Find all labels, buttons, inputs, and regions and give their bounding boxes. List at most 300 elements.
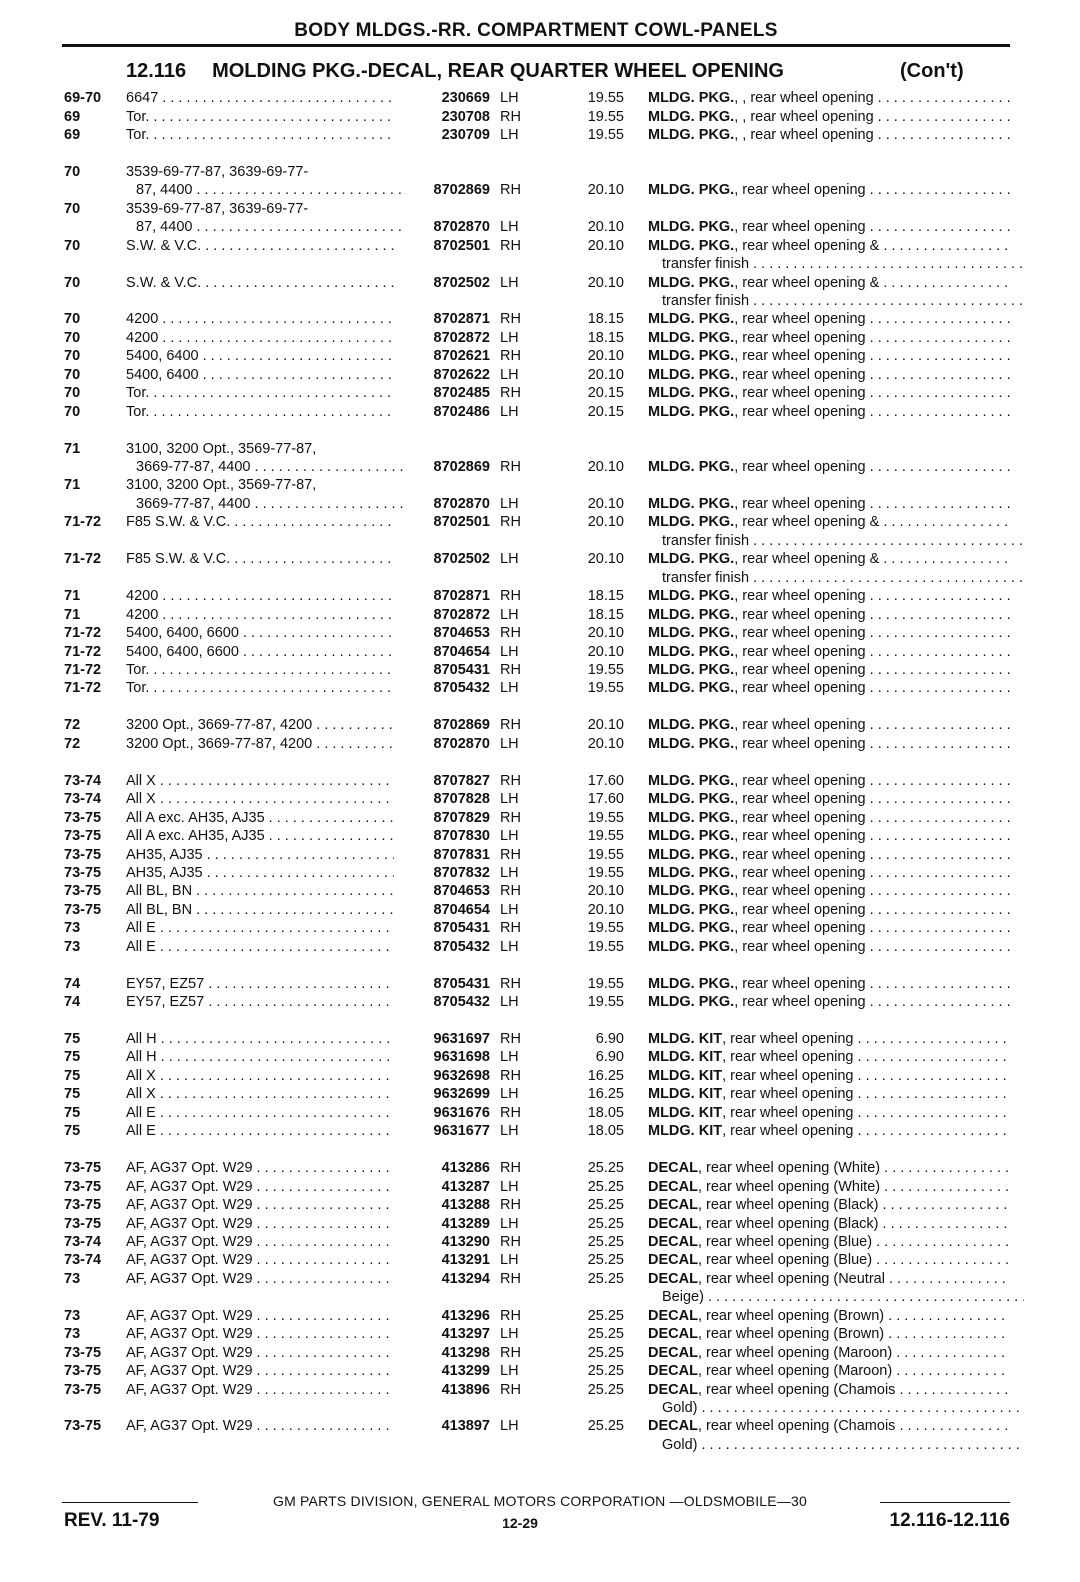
part-number: 8702870	[433, 219, 490, 236]
list-price: 20.15	[587, 385, 624, 402]
model-year: 70	[64, 200, 81, 217]
part-type: MLDG. KIT	[648, 1104, 723, 1121]
part-description: MLDG. PKG., rear wheel opening . . .	[648, 882, 1010, 900]
section-continued: (Con't)	[900, 60, 964, 82]
part-type: MLDG. PKG.	[648, 625, 735, 641]
part-type: MLDG. PKG.	[648, 182, 735, 199]
model-description: 3669-77-87, 4400 . . .	[126, 458, 404, 476]
part-number: 8702869	[433, 459, 490, 475]
model-year: 70	[64, 403, 81, 420]
part-number: 413286	[441, 1160, 490, 1177]
page-number: 12-29	[502, 1515, 538, 1531]
model-description: 3539-69-77-87, 3639-69-77-	[126, 200, 309, 217]
model-year: 73-74	[64, 1233, 102, 1250]
model-description: All E . . .	[126, 919, 394, 937]
list-price: 25.25	[587, 1178, 624, 1195]
model-year: 71	[64, 588, 81, 605]
model-year: 70	[64, 311, 81, 328]
model-year: 73-75	[64, 1160, 102, 1177]
part-description: Gold) . . .	[648, 1399, 1024, 1417]
side-code: RH	[500, 588, 521, 605]
part-type: MLDG. PKG.	[648, 643, 735, 660]
part-description: Beige) . . .	[648, 1288, 1024, 1306]
part-type: MLDG. PKG.	[648, 994, 735, 1011]
part-type: MLDG. PKG.	[648, 846, 735, 863]
part-type: MLDG. PKG.	[648, 514, 735, 531]
part-description: MLDG. PKG., rear wheel opening & . . .	[648, 237, 1010, 255]
model-description: 5400, 6400 . . .	[126, 347, 394, 365]
model-description: All X . . .	[126, 1085, 394, 1103]
side-code: LH	[500, 643, 519, 660]
part-description: MLDG. PKG., rear wheel opening . . .	[648, 827, 1010, 845]
part-description: MLDG. PKG., rear wheel opening . . .	[648, 864, 1010, 882]
side-code: RH	[500, 883, 521, 900]
model-description: Tor. . . .	[126, 403, 394, 421]
model-description: AF, AG37 Opt. W29 . . .	[126, 1270, 394, 1288]
list-price: 20.10	[587, 735, 624, 752]
side-code: RH	[500, 809, 521, 826]
list-price: 19.55	[587, 846, 624, 863]
model-year: 73-75	[64, 1418, 102, 1435]
model-year: 73-75	[64, 901, 102, 918]
model-year: 73-75	[64, 1344, 102, 1361]
part-type: MLDG. PKG.	[648, 495, 735, 512]
section-title: MOLDING PKG.-DECAL, REAR QUARTER WHEEL OPENING	[212, 60, 784, 82]
part-type: MLDG. PKG.	[648, 348, 735, 365]
list-price: 25.25	[587, 1197, 624, 1213]
list-price: 25.25	[587, 1233, 624, 1250]
part-description: MLDG. PKG., rear wheel opening & . . .	[648, 274, 1010, 292]
list-price: 19.55	[587, 828, 624, 844]
model-description: 3200 Opt., 3669-77-87, 4200 . . .	[126, 735, 394, 753]
model-description: Tor. . . .	[126, 661, 394, 679]
list-price: 19.55	[587, 809, 624, 826]
side-code: LH	[500, 366, 519, 383]
model-description: All E . . .	[126, 1122, 394, 1140]
model-year: 73	[64, 938, 81, 955]
model-year: 73-75	[64, 828, 102, 844]
part-number: 413287	[441, 1178, 490, 1195]
part-description: MLDG. PKG., rear wheel opening . . .	[648, 218, 1010, 236]
part-description: MLDG. PKG., rear wheel opening . . .	[648, 587, 1010, 605]
list-price: 19.55	[587, 920, 624, 937]
model-description: Tor. . . .	[126, 679, 394, 697]
list-price: 18.15	[587, 329, 624, 346]
side-code: RH	[500, 625, 521, 641]
part-description: MLDG. KIT, rear wheel opening . . .	[648, 1030, 1010, 1048]
list-price: 25.25	[587, 1215, 624, 1232]
part-number: 8705432	[433, 994, 490, 1011]
part-description: MLDG. PKG., rear wheel opening . . .	[648, 606, 1010, 624]
side-code: RH	[500, 662, 521, 678]
list-price: 19.55	[587, 126, 624, 143]
side-code: LH	[500, 90, 519, 106]
side-code: LH	[500, 1178, 519, 1195]
part-number: 8705432	[433, 680, 490, 697]
part-description: MLDG. KIT, rear wheel opening . . .	[648, 1085, 1010, 1103]
part-description: DECAL, rear wheel opening (Brown) . . .	[648, 1307, 1010, 1325]
part-type: DECAL	[648, 1233, 698, 1250]
model-description: 3200 Opt., 3669-77-87, 4200 . . .	[126, 716, 394, 734]
part-number: 8707831	[433, 846, 490, 863]
part-type: MLDG. KIT	[648, 1086, 723, 1103]
list-price: 18.05	[587, 1104, 624, 1121]
model-description: S.W. & V.C. . . .	[126, 237, 394, 255]
model-description: 3100, 3200 Opt., 3569-77-87,	[126, 477, 317, 494]
side-code: RH	[500, 1344, 521, 1361]
model-description: All E . . .	[126, 938, 394, 956]
part-number: 9631676	[433, 1104, 490, 1121]
part-number: 413290	[441, 1233, 490, 1250]
part-description: MLDG. PKG., rear wheel opening . . .	[648, 901, 1010, 919]
side-code: LH	[500, 1123, 519, 1140]
model-description: AF, AG37 Opt. W29 . . .	[126, 1417, 394, 1435]
list-price: 20.10	[587, 717, 624, 734]
part-description: MLDG. PKG., rear wheel opening . . .	[648, 679, 1010, 697]
part-number: 9631697	[433, 1031, 490, 1047]
part-description: MLDG. PKG., rear wheel opening . . .	[648, 384, 1010, 402]
model-description: AF, AG37 Opt. W29 . . .	[126, 1362, 394, 1380]
part-description: MLDG. PKG., rear wheel opening . . .	[648, 347, 1010, 365]
model-description: 5400, 6400, 6600 . . .	[126, 624, 394, 642]
part-type: DECAL	[648, 1270, 698, 1287]
list-price: 25.25	[587, 1252, 624, 1269]
part-description: MLDG. PKG., rear wheel opening . . .	[648, 993, 1010, 1011]
model-description: AF, AG37 Opt. W29 . . .	[126, 1251, 394, 1269]
part-type: MLDG. PKG.	[648, 828, 735, 844]
list-price: 20.10	[587, 274, 624, 291]
part-number: 8702501	[433, 237, 490, 254]
model-description: 4200 . . .	[126, 310, 394, 328]
side-code: LH	[500, 938, 519, 955]
part-number: 413299	[441, 1363, 490, 1380]
part-type: MLDG. PKG.	[648, 588, 735, 605]
part-description: transfer finish . . .	[648, 569, 1024, 587]
part-type: DECAL	[648, 1197, 698, 1213]
model-description: AF, AG37 Opt. W29 . . .	[126, 1381, 394, 1399]
part-type: MLDG. PKG.	[648, 680, 735, 697]
part-description: MLDG. PKG., rear wheel opening . . .	[648, 458, 1010, 476]
model-description: AF, AG37 Opt. W29 . . .	[126, 1215, 394, 1233]
part-description: DECAL, rear wheel opening (Neutral . . .	[648, 1270, 1010, 1288]
model-description: Tor. . . .	[126, 108, 394, 126]
side-code: LH	[500, 403, 519, 420]
model-description: All BL, BN . . .	[126, 901, 394, 919]
part-type: DECAL	[648, 1178, 698, 1195]
model-description: All E . . .	[126, 1104, 394, 1122]
part-number: 230669	[441, 90, 490, 106]
model-year: 69-70	[64, 90, 102, 106]
revision-label: REV. 11-79	[64, 1510, 160, 1531]
list-price: 25.25	[587, 1381, 624, 1398]
part-number: 8702502	[433, 551, 490, 568]
model-description: AF, AG37 Opt. W29 . . .	[126, 1233, 394, 1251]
model-year: 71-72	[64, 662, 102, 678]
model-year: 73	[64, 1270, 81, 1287]
list-price: 18.15	[587, 311, 624, 328]
part-type: MLDG. PKG.	[648, 809, 735, 826]
list-price: 20.10	[587, 459, 624, 475]
part-description: MLDG. PKG., rear wheel opening . . .	[648, 975, 1010, 993]
side-code: RH	[500, 1031, 521, 1047]
part-type: MLDG. PKG.	[648, 901, 735, 918]
part-description: transfer finish . . .	[648, 532, 1024, 550]
part-description: DECAL, rear wheel opening (Black) . . .	[648, 1196, 1010, 1214]
side-code: RH	[500, 846, 521, 863]
part-description: Gold) . . .	[648, 1436, 1024, 1454]
model-description: All BL, BN . . .	[126, 882, 394, 900]
list-price: 20.10	[587, 348, 624, 365]
part-description: MLDG. PKG., rear wheel opening . . .	[648, 403, 1010, 421]
list-price: 16.25	[587, 1067, 624, 1084]
model-description: AF, AG37 Opt. W29 . . .	[126, 1325, 394, 1343]
model-year: 69	[64, 108, 81, 125]
part-type: DECAL	[648, 1344, 698, 1361]
part-number: 413896	[441, 1381, 490, 1398]
list-price: 18.15	[587, 588, 624, 605]
list-price: 19.55	[587, 680, 624, 697]
part-number: 8704653	[433, 883, 490, 900]
part-type: MLDG. PKG.	[648, 108, 735, 125]
part-description: MLDG. PKG., rear wheel opening . . .	[648, 181, 1010, 199]
list-price: 6.90	[595, 1031, 624, 1047]
part-description: DECAL, rear wheel opening (Chamois . . .	[648, 1417, 1010, 1435]
list-price: 19.55	[587, 975, 624, 992]
model-description: AF, AG37 Opt. W29 . . .	[126, 1307, 394, 1325]
part-type: MLDG. PKG.	[648, 938, 735, 955]
header-rule	[62, 44, 1010, 47]
part-description: MLDG. PKG., rear wheel opening . . .	[648, 329, 1010, 347]
model-year: 70	[64, 163, 81, 180]
model-year: 73-74	[64, 1252, 102, 1269]
part-description: DECAL, rear wheel opening (Brown) . . .	[648, 1325, 1010, 1343]
part-number: 413289	[441, 1215, 490, 1232]
part-type: MLDG. PKG.	[648, 219, 735, 236]
part-type: DECAL	[648, 1326, 698, 1343]
part-type: DECAL	[648, 1418, 698, 1435]
list-price: 20.10	[587, 219, 624, 236]
model-description: EY57, EZ57 . . .	[126, 993, 394, 1011]
part-type: MLDG. PKG.	[648, 126, 735, 143]
part-number: 8702621	[433, 348, 490, 365]
side-code: RH	[500, 237, 521, 254]
list-price: 20.10	[587, 366, 624, 383]
part-description: MLDG. PKG., rear wheel opening . . .	[648, 643, 1010, 661]
side-code: RH	[500, 1104, 521, 1121]
list-price: 20.10	[587, 883, 624, 900]
model-year: 75	[64, 1049, 81, 1066]
section-number: 12.116	[126, 60, 187, 82]
part-description: MLDG. PKG., , rear wheel opening . . .	[648, 108, 1010, 126]
side-code: RH	[500, 920, 521, 937]
model-year: 75	[64, 1067, 81, 1084]
part-description: MLDG. KIT, rear wheel opening . . .	[648, 1122, 1010, 1140]
part-number: 8702870	[433, 735, 490, 752]
part-number: 230709	[441, 126, 490, 143]
list-price: 19.55	[587, 994, 624, 1011]
side-code: LH	[500, 735, 519, 752]
part-description: MLDG. KIT, rear wheel opening . . .	[648, 1048, 1010, 1066]
model-description: 4200 . . .	[126, 606, 394, 624]
side-code: RH	[500, 1270, 521, 1287]
model-year: 73-75	[64, 809, 102, 826]
side-code: LH	[500, 1086, 519, 1103]
part-description: MLDG. PKG., rear wheel opening . . .	[648, 809, 1010, 827]
model-year: 73-75	[64, 864, 102, 881]
model-year: 74	[64, 975, 81, 992]
part-description: MLDG. PKG., , rear wheel opening . . .	[648, 126, 1010, 144]
side-code: RH	[500, 772, 521, 789]
part-number: 8702622	[433, 366, 490, 383]
part-type: DECAL	[648, 1381, 698, 1398]
model-year: 75	[64, 1031, 81, 1047]
part-number: 8705431	[433, 662, 490, 678]
model-year: 70	[64, 366, 81, 383]
list-price: 20.10	[587, 901, 624, 918]
footer-rule-left	[62, 1502, 198, 1503]
side-code: RH	[500, 1233, 521, 1250]
list-price: 6.90	[595, 1049, 624, 1066]
model-description: AF, AG37 Opt. W29 . . .	[126, 1178, 394, 1196]
model-year: 70	[64, 274, 81, 291]
part-number: 8702869	[433, 182, 490, 199]
part-number: 8704654	[433, 643, 490, 660]
side-code: RH	[500, 975, 521, 992]
page-header-title: BODY MLDGS.-RR. COMPARTMENT COWL-PANELS	[294, 20, 778, 41]
model-description: 4200 . . .	[126, 587, 394, 605]
model-year: 71-72	[64, 514, 102, 531]
part-number: 8702871	[433, 588, 490, 605]
model-year: 70	[64, 385, 81, 402]
list-price: 19.55	[587, 938, 624, 955]
list-price: 25.25	[587, 1270, 624, 1287]
model-description: F85 S.W. & V.C. . . .	[126, 513, 394, 531]
model-year: 75	[64, 1086, 81, 1103]
model-description: AF, AG37 Opt. W29 . . .	[126, 1196, 394, 1214]
model-year: 73-74	[64, 791, 102, 808]
part-number: 8702869	[433, 717, 490, 734]
part-number: 9632698	[433, 1067, 490, 1084]
side-code: RH	[500, 1381, 521, 1398]
list-price: 25.25	[587, 1326, 624, 1343]
part-number: 8702872	[433, 606, 490, 623]
side-code: LH	[500, 606, 519, 623]
part-type: DECAL	[648, 1363, 698, 1380]
part-description: MLDG. PKG., rear wheel opening . . .	[648, 846, 1010, 864]
part-type: MLDG. PKG.	[648, 883, 735, 900]
part-description: DECAL, rear wheel opening (Chamois . . .	[648, 1381, 1010, 1399]
model-description: 5400, 6400 . . .	[126, 366, 394, 384]
part-description: MLDG. KIT, rear wheel opening . . .	[648, 1104, 1010, 1122]
side-code: LH	[500, 219, 519, 236]
model-description: F85 S.W. & V.C. . . .	[126, 550, 394, 568]
part-type: MLDG. PKG.	[648, 90, 735, 106]
model-description: Tor. . . .	[126, 126, 394, 144]
model-description: AF, AG37 Opt. W29 . . .	[126, 1344, 394, 1362]
model-year: 73-75	[64, 1215, 102, 1232]
model-description: 3669-77-87, 4400 . . .	[126, 495, 404, 513]
part-description: MLDG. PKG., rear wheel opening . . .	[648, 624, 1010, 642]
side-code: LH	[500, 864, 519, 881]
part-type: MLDG. KIT	[648, 1123, 723, 1140]
model-description: 4200 . . .	[126, 329, 394, 347]
model-description: 6647 . . .	[126, 89, 394, 107]
part-number: 8705431	[433, 975, 490, 992]
part-type: MLDG. PKG.	[648, 459, 735, 475]
side-code: LH	[500, 994, 519, 1011]
list-price: 20.15	[587, 403, 624, 420]
list-price: 25.25	[587, 1307, 624, 1324]
part-description: DECAL, rear wheel opening (Black) . . .	[648, 1215, 1010, 1233]
side-code: RH	[500, 514, 521, 531]
side-code: LH	[500, 1252, 519, 1269]
model-year: 73-75	[64, 883, 102, 900]
side-code: RH	[500, 1307, 521, 1324]
part-type: DECAL	[648, 1252, 698, 1269]
model-year: 71-72	[64, 551, 102, 568]
side-code: RH	[500, 348, 521, 365]
part-type: MLDG. PKG.	[648, 975, 735, 992]
part-description: MLDG. PKG., rear wheel opening & . . .	[648, 513, 1010, 531]
part-number: 413288	[441, 1197, 490, 1213]
model-description: AH35, AJ35 . . .	[126, 846, 394, 864]
part-type: MLDG. PKG.	[648, 274, 735, 291]
model-year: 75	[64, 1123, 81, 1140]
part-number: 230708	[441, 108, 490, 125]
part-number: 8704653	[433, 625, 490, 641]
part-type: MLDG. PKG.	[648, 920, 735, 937]
model-description: All X . . .	[126, 772, 394, 790]
part-description: DECAL, rear wheel opening (Blue) . . .	[648, 1233, 1010, 1251]
side-code: LH	[500, 1215, 519, 1232]
part-description: MLDG. KIT, rear wheel opening . . .	[648, 1067, 1010, 1085]
side-code: LH	[500, 901, 519, 918]
model-description: 3539-69-77-87, 3639-69-77-	[126, 163, 309, 180]
part-number: 413297	[441, 1326, 490, 1343]
part-number: 8707830	[433, 828, 490, 844]
model-year: 73-75	[64, 1381, 102, 1398]
part-number: 413897	[441, 1418, 490, 1435]
part-description: DECAL, rear wheel opening (White) . . .	[648, 1178, 1010, 1196]
side-code: LH	[500, 274, 519, 291]
part-number: 413296	[441, 1307, 490, 1324]
part-description: MLDG. PKG., rear wheel opening . . .	[648, 716, 1010, 734]
part-number: 8702871	[433, 311, 490, 328]
model-description: All X . . .	[126, 790, 394, 808]
model-year: 70	[64, 237, 81, 254]
part-description: MLDG. PKG., rear wheel opening . . .	[648, 366, 1010, 384]
part-description: DECAL, rear wheel opening (Blue) . . .	[648, 1251, 1010, 1269]
model-year: 73-75	[64, 1197, 102, 1213]
list-price: 20.10	[587, 237, 624, 254]
list-price: 19.55	[587, 108, 624, 125]
part-description: MLDG. PKG., rear wheel opening . . .	[648, 938, 1010, 956]
side-code: LH	[500, 791, 519, 808]
model-year: 71	[64, 477, 81, 494]
model-year: 74	[64, 994, 81, 1011]
model-year: 73-75	[64, 846, 102, 863]
part-number: 413294	[441, 1270, 490, 1287]
list-price: 20.10	[587, 495, 624, 512]
side-code: LH	[500, 1049, 519, 1066]
side-code: LH	[500, 680, 519, 697]
model-description: All A exc. AH35, AJ35 . . .	[126, 809, 394, 827]
side-code: LH	[500, 551, 519, 568]
model-year: 75	[64, 1104, 81, 1121]
part-type: MLDG. PKG.	[648, 864, 735, 881]
list-price: 19.55	[587, 662, 624, 678]
part-number: 8702872	[433, 329, 490, 346]
